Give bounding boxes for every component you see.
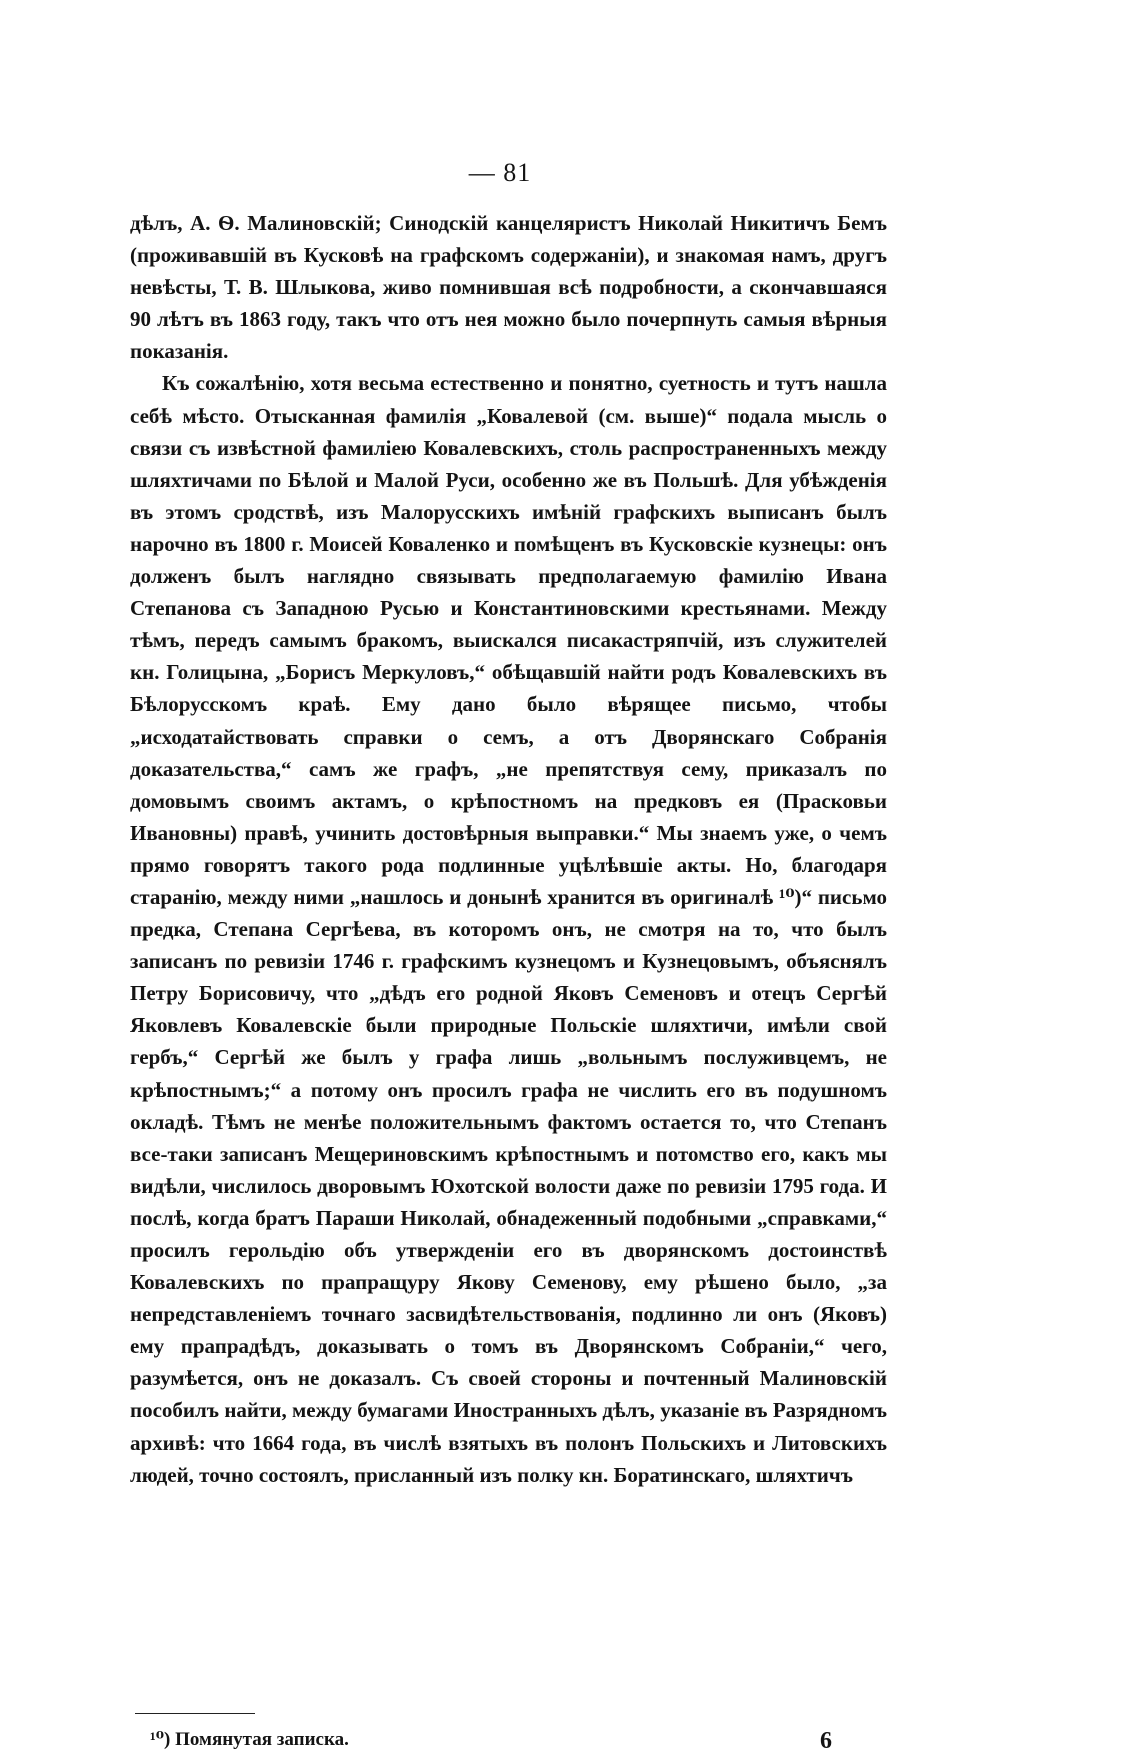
paragraph-1: дѣлъ, А. Ѳ. Малиновскій; Синодскій канцеляристъ Николай Никитичъ Бемъ (проживавшій въ Кусковѣ на графскомъ содержаніи), и знакомая намъ, другъ невѣсты, Т. В. Шлыкова, живо помнившая всѣ подробности, а скончавшаяся 90 лѣтъ въ 1863 году, такъ что отъ нея можно было почерпнуть самыя вѣрныя показанія. bbox=[130, 211, 887, 364]
body-text bbox=[130, 207, 887, 1491]
paragraph-2: Къ сожалѣнію, хотя весьма естественно и понятно, суетность и тутъ нашла себѣ мѣсто. Отысканная фамилія „Ковалевой (см. выше)“ подала мысль о связи съ извѣстной фамиліею Ковалевскихъ, столь распространенныхъ между шляхтичами по Бѣлой и Малой Руси, особенно же въ Польшѣ. Для убѣжденія въ этомъ сродствѣ, изъ Малорусскихъ имѣній графскихъ выписанъ былъ нарочно въ 1800 г. Моисей Коваленко и помѣщенъ въ Кусковскіе кузнецы: онъ долженъ былъ наглядно связывать предполагаемую фамилію Ивана Степанова съ Западною Русью и Константиновскими крестьянами. Между тѣмъ, передъ самымъ бракомъ, выискался писакастряпчій, изъ служителей кн. Голицына, „Борисъ Меркуловъ,“ обѣщавшій найти родъ Ковалевскихъ въ Бѣлорусскомъ краѣ. Ему дано было вѣрящее письмо, чтобы „исходатайствовать справки о семъ, а отъ Дворянскаго Собранія доказательства,“ самъ же графъ, „не препятствуя сему, приказалъ по домовымъ своимъ актамъ, о крѣпостномъ на предковъ ея (Прасковьи Ивановны) правѣ, учинить достовѣрныя выправки.“ Мы знаемъ уже, о чемъ прямо говорятъ такого рода подлинные уцѣлѣвшіе акты. Но, благодаря старанію, между ними „нашлось и донынѣ хранится въ оригиналѣ ¹⁰)“ письмо предка, Степана Сергѣева, въ которомъ онъ, не смотря на то, что былъ записанъ по ревизіи 1746 г. графскимъ кузнецомъ и Кузнецовымъ, объяснялъ Петру Борисовичу, что „дѣдъ его родной Яковъ Семеновъ и отецъ Сергѣй Яковлевъ Ковалевскіе были природные Польскіе шляхтичи, имѣли свой гербъ,“ Сергѣй же былъ у графа лишь „вольнымъ послуживцемъ, не крѣпостнымъ;“ а потому онъ просилъ графа не числить его въ подушномъ окладѣ. Тѣмъ не менѣе положительнымъ фактомъ остается то, что Степанъ все-таки записанъ Мещериновскимъ крѣпостнымъ и потомство его, какъ мы видѣли, числилось дворовымъ Юхотской волости даже по ревизіи 1795 года. И послѣ, когда братъ Параши Николай, обнадеженный подобными „справками,“ просилъ герольдію объ утвержденіи его въ дворянскомъ достоинствѣ Ковалевскихъ по прапращуру Якову Семенову, ему рѣшено было, „за непредставленіемъ точнаго засвидѣтельствованія, подлинно ли онъ (Яковъ) ему прапрадѣдъ, доказывать о томъ въ Дворянскомъ Собраніи,“ чего, разумѣется, онъ не доказалъ. Съ своей стороны и почтенный Малиновскій пособилъ найти, между бумагами Иностранныхъ дѣлъ, указаніе въ Разрядномъ архивѣ: что 1664 года, въ числѣ взятыхъ въ полонъ Польскихъ и Литовскихъ людей, точно состоялъ, присланный изъ полку кн. Боратинскаго, шляхтичъ bbox=[130, 371, 887, 1487]
footnote: ¹⁰) Помянутая записка. bbox=[150, 1729, 349, 1750]
printer-signature-mark: 6 bbox=[820, 1728, 832, 1754]
footnote-divider bbox=[135, 1713, 255, 1714]
page-number: — 81 bbox=[468, 158, 532, 187]
